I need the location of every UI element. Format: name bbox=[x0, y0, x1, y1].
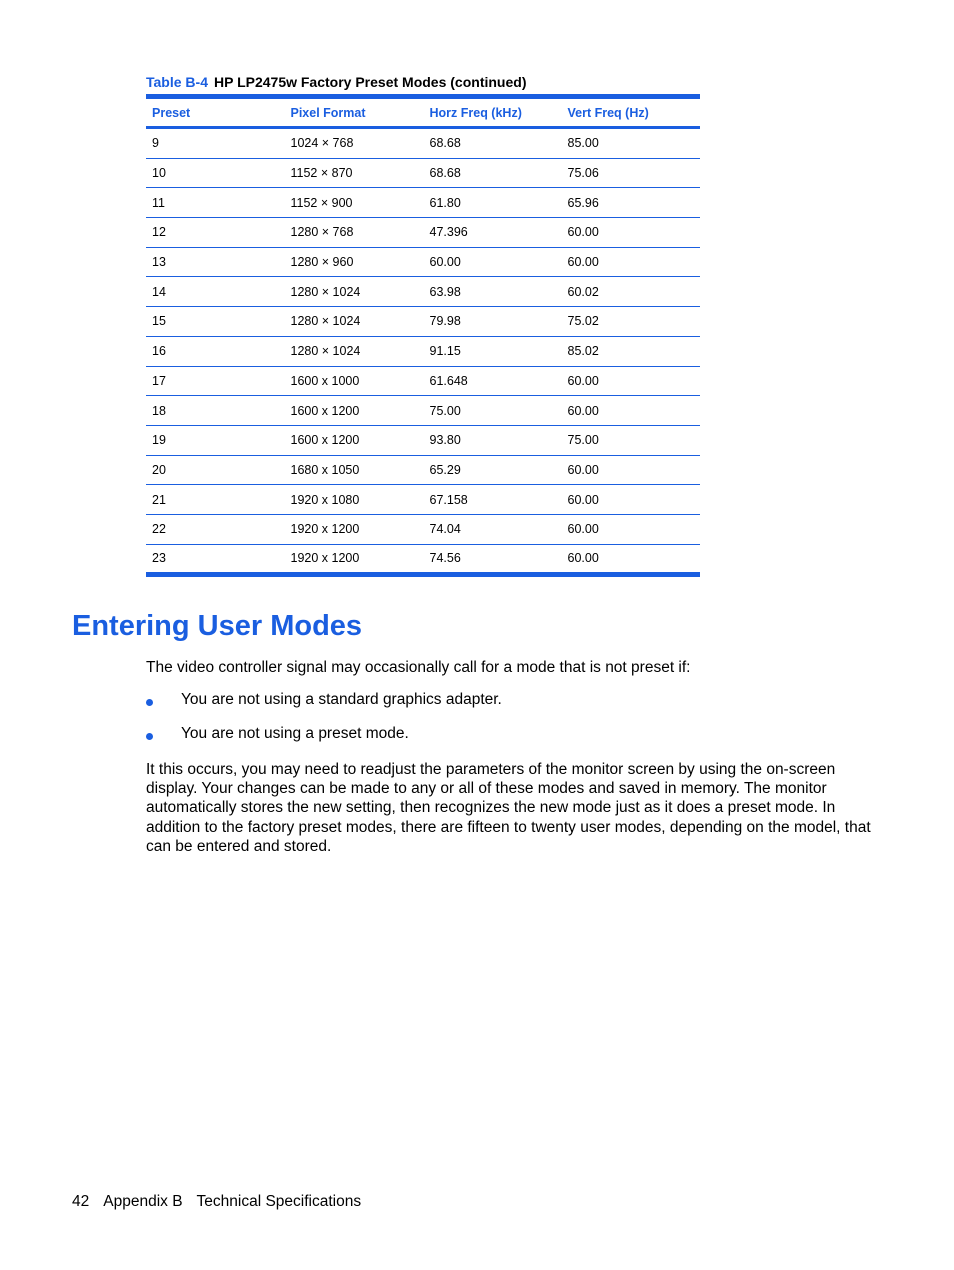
cell-preset: 17 bbox=[146, 366, 284, 396]
cell-preset: 22 bbox=[146, 514, 284, 544]
cell-preset: 11 bbox=[146, 188, 284, 218]
cell-preset: 20 bbox=[146, 455, 284, 485]
cell-horz-freq: 65.29 bbox=[423, 455, 561, 485]
cell-pixel-format: 1152 × 870 bbox=[284, 158, 423, 188]
cell-pixel-format: 1280 × 1024 bbox=[284, 277, 423, 307]
cell-preset: 12 bbox=[146, 218, 284, 248]
cell-horz-freq: 91.15 bbox=[423, 336, 561, 366]
column-header-horz-freq: Horz Freq (kHz) bbox=[423, 97, 561, 128]
table-row bbox=[146, 158, 700, 188]
table-row bbox=[146, 396, 700, 426]
page-footer bbox=[72, 1193, 361, 1211]
cell-pixel-format: 1280 × 1024 bbox=[284, 307, 423, 337]
cell-vert-freq: 60.00 bbox=[561, 514, 700, 544]
bullet-dot-icon bbox=[146, 733, 153, 740]
table-row bbox=[146, 188, 700, 218]
cell-pixel-format: 1600 x 1200 bbox=[284, 425, 423, 455]
cell-pixel-format: 1600 x 1200 bbox=[284, 396, 423, 426]
cell-horz-freq: 68.68 bbox=[423, 158, 561, 188]
table-body bbox=[146, 128, 700, 575]
cell-horz-freq: 74.04 bbox=[423, 514, 561, 544]
cell-vert-freq: 60.00 bbox=[561, 455, 700, 485]
table-caption-number: Table B-4 bbox=[146, 74, 208, 90]
table-header-row bbox=[146, 97, 700, 128]
cell-vert-freq: 60.02 bbox=[561, 277, 700, 307]
section-heading: Entering User Modes bbox=[72, 610, 363, 642]
table-row bbox=[146, 218, 700, 248]
bullet-text: You are not using a standard graphics adapter. bbox=[181, 691, 502, 708]
body-paragraph: It this occurs, you may need to readjust the parameters of the monitor screen by using the on-screen display. Your changes can be made to any or all of these modes and saved in memory. The monitor automatically stores the new setting, then recognizes the new mode just as it does a preset mode. In addition to the factory preset modes, there are fifteen to twenty user modes, depending on the model, that can be entered and stored. bbox=[146, 761, 871, 855]
table-caption-title: HP LP2475w Factory Preset Modes (continued) bbox=[213, 74, 527, 90]
cell-preset: 23 bbox=[146, 544, 284, 574]
column-header-vert-freq: Vert Freq (Hz) bbox=[561, 97, 700, 128]
cell-horz-freq: 79.98 bbox=[423, 307, 561, 337]
cell-pixel-format: 1024 × 768 bbox=[284, 128, 423, 159]
cell-horz-freq: 60.00 bbox=[423, 247, 561, 277]
cell-pixel-format: 1280 × 960 bbox=[284, 247, 423, 277]
cell-pixel-format: 1920 x 1200 bbox=[284, 544, 423, 574]
cell-preset: 14 bbox=[146, 277, 284, 307]
footer-chapter: Appendix B bbox=[103, 1193, 183, 1210]
intro-paragraph: The video controller signal may occasionally call for a mode that is not preset if: bbox=[146, 659, 691, 676]
preset-modes-table bbox=[146, 94, 700, 577]
column-header-pixel-format: Pixel Format bbox=[284, 97, 423, 128]
cell-pixel-format: 1920 x 1200 bbox=[284, 514, 423, 544]
cell-horz-freq: 61.80 bbox=[423, 188, 561, 218]
table-row bbox=[146, 247, 700, 277]
table-row bbox=[146, 485, 700, 515]
cell-vert-freq: 60.00 bbox=[561, 218, 700, 248]
cell-preset: 15 bbox=[146, 307, 284, 337]
bullet-item bbox=[146, 725, 502, 759]
bullet-list bbox=[146, 691, 502, 759]
cell-horz-freq: 47.396 bbox=[423, 218, 561, 248]
cell-vert-freq: 60.00 bbox=[561, 485, 700, 515]
table-row bbox=[146, 277, 700, 307]
cell-horz-freq: 67.158 bbox=[423, 485, 561, 515]
cell-horz-freq: 74.56 bbox=[423, 544, 561, 574]
cell-horz-freq: 75.00 bbox=[423, 396, 561, 426]
cell-vert-freq: 60.00 bbox=[561, 247, 700, 277]
cell-pixel-format: 1280 × 1024 bbox=[284, 336, 423, 366]
cell-pixel-format: 1680 x 1050 bbox=[284, 455, 423, 485]
cell-preset: 19 bbox=[146, 425, 284, 455]
cell-pixel-format: 1152 × 900 bbox=[284, 188, 423, 218]
cell-horz-freq: 61.648 bbox=[423, 366, 561, 396]
cell-vert-freq: 60.00 bbox=[561, 544, 700, 574]
cell-vert-freq: 75.00 bbox=[561, 425, 700, 455]
cell-preset: 13 bbox=[146, 247, 284, 277]
bullet-dot-icon bbox=[146, 699, 153, 706]
table-row bbox=[146, 425, 700, 455]
page-number: 42 bbox=[72, 1193, 90, 1210]
table-row bbox=[146, 336, 700, 366]
cell-horz-freq: 68.68 bbox=[423, 128, 561, 159]
table-row bbox=[146, 307, 700, 337]
table-caption bbox=[146, 74, 526, 90]
cell-preset: 10 bbox=[146, 158, 284, 188]
table-row bbox=[146, 455, 700, 485]
bullet-item bbox=[146, 691, 502, 725]
cell-pixel-format: 1600 x 1000 bbox=[284, 366, 423, 396]
cell-vert-freq: 60.00 bbox=[561, 396, 700, 426]
cell-preset: 9 bbox=[146, 128, 284, 159]
cell-preset: 21 bbox=[146, 485, 284, 515]
preset-modes-table-container bbox=[146, 94, 700, 577]
table-header bbox=[146, 97, 700, 128]
table-row bbox=[146, 128, 700, 159]
cell-vert-freq: 65.96 bbox=[561, 188, 700, 218]
footer-chapter-title: Technical Specifications bbox=[196, 1193, 362, 1210]
cell-vert-freq: 60.00 bbox=[561, 366, 700, 396]
column-header-preset: Preset bbox=[152, 105, 191, 120]
table-row bbox=[146, 514, 700, 544]
cell-vert-freq: 75.02 bbox=[561, 307, 700, 337]
cell-horz-freq: 63.98 bbox=[423, 277, 561, 307]
cell-preset: 18 bbox=[146, 396, 284, 426]
cell-vert-freq: 75.06 bbox=[561, 158, 700, 188]
table-row bbox=[146, 544, 700, 574]
table-row bbox=[146, 366, 700, 396]
cell-vert-freq: 85.00 bbox=[561, 128, 700, 159]
cell-pixel-format: 1920 x 1080 bbox=[284, 485, 423, 515]
cell-horz-freq: 93.80 bbox=[423, 425, 561, 455]
cell-pixel-format: 1280 × 768 bbox=[284, 218, 423, 248]
bullet-text: You are not using a preset mode. bbox=[181, 725, 409, 742]
cell-vert-freq: 85.02 bbox=[561, 336, 700, 366]
cell-preset: 16 bbox=[146, 336, 284, 366]
